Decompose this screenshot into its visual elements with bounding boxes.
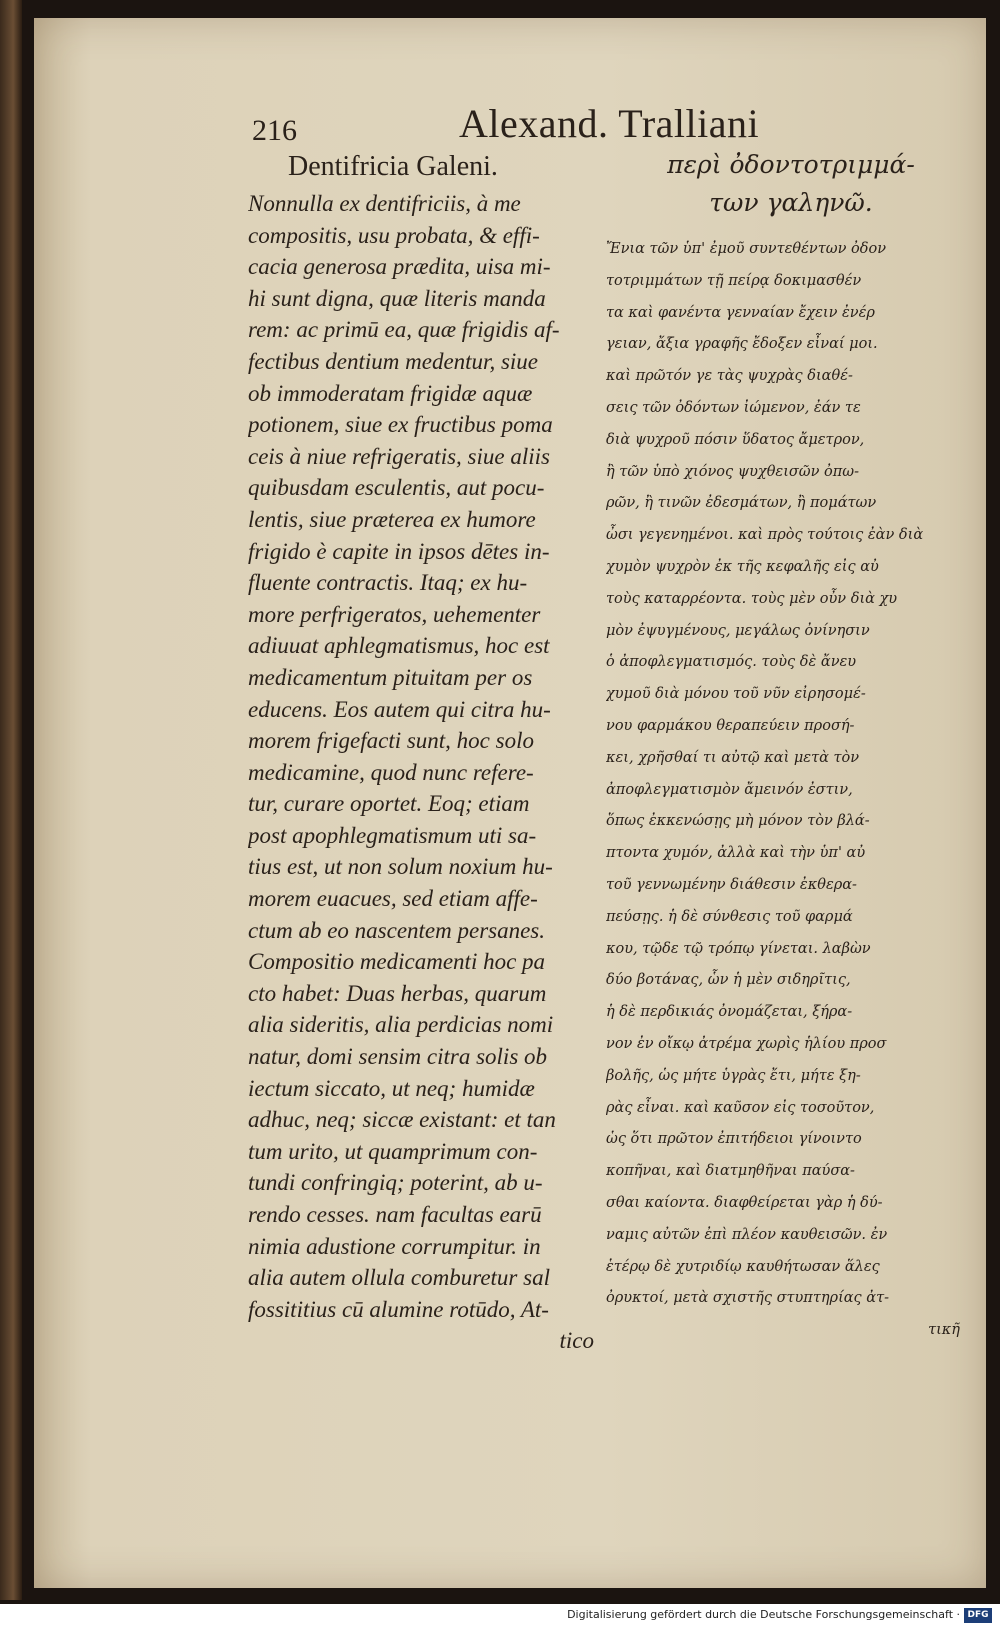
greek-line: δύο βοτάνας, ὧν ἡ μὲν σιδηρῖτις, xyxy=(606,972,851,989)
latin-line: morem euacues, sed etiam affe- xyxy=(248,886,538,912)
latin-line: rem: ac primū ea, quæ frigidis af- xyxy=(248,317,560,343)
latin-line: ob immoderatam frigidæ aquæ xyxy=(248,380,533,406)
greek-line: ὁ ἀποφλεγματισμός. τοὺς δὲ ἄνευ xyxy=(606,654,857,671)
latin-catchword: tico xyxy=(559,1328,594,1354)
greek-line: ἡ δὲ περδικιάς ὀνομάζεται, ξήρα- xyxy=(606,1004,853,1021)
greek-line: ὀρυκτοί, μετὰ σχιστῆς στυπτηρίας ἀτ- xyxy=(606,1290,889,1307)
latin-line: post apophlegmatismum uti sa- xyxy=(248,822,537,848)
latin-heading: Dentifricia Galeni. xyxy=(288,151,498,182)
latin-line: nimia adustione corrumpitur. in xyxy=(248,1233,541,1259)
latin-line: rendo cesses. nam facultas earū xyxy=(248,1202,542,1227)
latin-line: frigido è capite in ipsos dētes in- xyxy=(248,538,550,564)
greek-line: διὰ ψυχροῦ πόσιν ὕδατος ἄμετρον, xyxy=(606,431,865,448)
greek-line: τοῦ γεννωμένην διάθεσιν ἐκθερα- xyxy=(606,876,857,893)
greek-line: ὡς ὅτι πρῶτον ἐπιτήδειοι γίνοιντο xyxy=(606,1131,862,1148)
greek-line: σεις τῶν ὀδόντων ἰώμενον, ἐάν τε xyxy=(606,399,861,416)
greek-line: ρὰς εἶναι. καὶ καῦσον εἰς τοσοῦτον, xyxy=(606,1099,875,1116)
latin-line: alia autem ollula comburetur sal xyxy=(248,1265,550,1291)
greek-line: βολῆς, ὡς μήτε ὑγρὰς ἔτι, μήτε ξη- xyxy=(606,1067,861,1084)
greek-catchword: τικῆ xyxy=(928,1322,960,1339)
greek-line: τοτριμμάτων τῇ πείρᾳ δοκιμασθέν xyxy=(606,272,862,289)
greek-line: γειαν, ἄξια γραφῆς ἔδοξεν εἶναί μοι. xyxy=(606,336,878,353)
greek-line: πτοντα χυμόν, ἀλλὰ καὶ τὴν ὑπ' αὐ xyxy=(606,845,866,862)
book-page xyxy=(34,18,986,1588)
latin-line: compositis, usu probata, & effi- xyxy=(248,222,540,248)
greek-heading-line2: των γαληνῶ. xyxy=(709,188,873,217)
latin-line: adhuc, neq; siccæ existant: et tan xyxy=(248,1107,556,1133)
greek-line: ρῶν, ἢ τινῶν ἐδεσμάτων, ἢ πομάτων xyxy=(606,495,877,512)
page-number: 216 xyxy=(252,114,297,147)
book-edge xyxy=(0,0,22,1600)
running-title: Alexand. Tralliani xyxy=(459,101,760,146)
greek-line: τοὺς καταρρέοντα. τοὺς μὲν οὖν διὰ χυ xyxy=(606,590,898,607)
latin-line: fossititius cū alumine rotūdo, At- xyxy=(248,1296,549,1322)
greek-line: κει, χρῆσθαί τι αὐτῷ καὶ μετὰ τὸν xyxy=(606,749,860,766)
greek-line: ὅπως ἐκκενώσῃς μὴ μόνον τὸν βλά- xyxy=(606,813,870,830)
latin-line: adiuuat aphlegmatismus, hoc est xyxy=(248,633,550,659)
latin-line: tundi confringiq; poterint, ab u- xyxy=(248,1170,543,1196)
greek-line: καὶ πρῶτόν γε τὰς ψυχρὰς διαθέ- xyxy=(606,368,853,385)
latin-line: Compositio medicamenti hoc pa xyxy=(248,949,546,975)
greek-line: ἀποφλεγματισμὸν ἄμεινόν ἐστιν, xyxy=(606,781,853,798)
latin-line: morem frigefacti sunt, hoc solo xyxy=(248,728,534,754)
latin-line: ceis à niue refrigeratis, siue aliis xyxy=(248,443,550,469)
dfg-logo: DFG xyxy=(964,1608,992,1623)
greek-line: νον ἐν οἴκῳ ἀτρέμα χωρὶς ἡλίου προσ xyxy=(606,1035,887,1052)
greek-line: ναμις αὐτῶν ἐπὶ πλέον καυθεισῶν. ἐν xyxy=(606,1226,888,1243)
latin-line: cto habet: Duas herbas, quarum xyxy=(248,980,547,1006)
greek-line: κου, τῷδε τῷ τρόπῳ γίνεται. λαβὼν xyxy=(606,940,871,957)
latin-text xyxy=(248,188,604,1357)
latin-line: more perfrigeratos, uehementer xyxy=(248,601,541,627)
latin-line: cacia generosa prædita, uisa mi- xyxy=(248,254,551,280)
greek-line: ἢ τῶν ὑπὸ χιόνος ψυχθεισῶν ὀπω- xyxy=(606,463,860,480)
greek-line: τα καὶ φανέντα γενναίαν ἔχειν ἐνέρ xyxy=(606,304,875,321)
latin-line: quibusdam esculentis, aut pocu- xyxy=(248,475,545,501)
digitization-footer xyxy=(0,1604,1000,1628)
greek-line: νου φαρμάκου θεραπεύειν προσή- xyxy=(606,717,855,734)
latin-line: medicamine, quod nunc refere- xyxy=(248,759,534,785)
latin-column xyxy=(248,146,604,1357)
latin-line: tur, curare oportet. Eoq; etiam xyxy=(248,791,530,817)
greek-line: ὦσι γεγενημένοι. καὶ πρὸς τούτοις ἐὰν διὰ xyxy=(606,527,924,544)
latin-line: alia sideritis, alia perdicias nomi xyxy=(248,1012,554,1038)
greek-line: ἑτέρῳ δὲ χυτριδίῳ καυθήτωσαν ἅλες xyxy=(606,1258,880,1275)
greek-line: σθαι καίοντα. διαφθείρεται γὰρ ἡ δύ- xyxy=(606,1194,883,1211)
latin-line: ctum ab eo nascentem persanes. xyxy=(248,917,546,943)
latin-line: fectibus dentium medentur, siue xyxy=(248,348,539,374)
greek-line: πεύσῃς. ἡ δὲ σύνθεσις τοῦ φαρμά xyxy=(606,908,853,925)
greek-heading-line1: περὶ ὀδοντοτριμμά- xyxy=(667,150,915,179)
latin-line: medicamentum pituitam per os xyxy=(248,664,533,690)
latin-line: educens. Eos autem qui citra hu- xyxy=(248,696,551,722)
greek-column xyxy=(606,146,976,1347)
greek-line: χυμὸν ψυχρὸν ἐκ τῆς κεφαλῆς εἰς αὐ xyxy=(606,558,879,575)
latin-line: Nonnulla ex dentifriciis, à me xyxy=(248,191,521,216)
greek-line: Ἔνια τῶν ὑπ' ἐμοῦ συντεθέντων ὀδον xyxy=(606,241,887,257)
greek-line: χυμοῦ διὰ μόνου τοῦ νῦν εἰρησομέ- xyxy=(606,686,866,703)
greek-text xyxy=(606,234,976,1347)
funding-notice: Digitalisierung gefördert durch die Deutsche Forschungsgemeinschaft · xyxy=(567,1608,960,1621)
latin-line: lentis, siue præterea ex humore xyxy=(248,506,536,532)
latin-line: tum urito, ut quamprimum con- xyxy=(248,1138,538,1164)
latin-line: potionem, siue ex fructibus poma xyxy=(248,412,553,438)
latin-line: natur, domi sensim citra solis ob xyxy=(248,1044,548,1070)
greek-line: κοπῆναι, καὶ διατμηθῆναι παύσα- xyxy=(606,1163,855,1180)
latin-line: iectum siccato, ut neq; humidæ xyxy=(248,1075,535,1101)
latin-line: hi sunt digna, quæ literis manda xyxy=(248,285,546,311)
latin-line: tius est, ut non solum noxium hu- xyxy=(248,854,553,880)
greek-line: μὸν ἐψυγμένους, μεγάλως ὀνίνησιν xyxy=(606,622,870,639)
latin-line: fluente contractis. Itaq; ex hu- xyxy=(248,570,528,596)
